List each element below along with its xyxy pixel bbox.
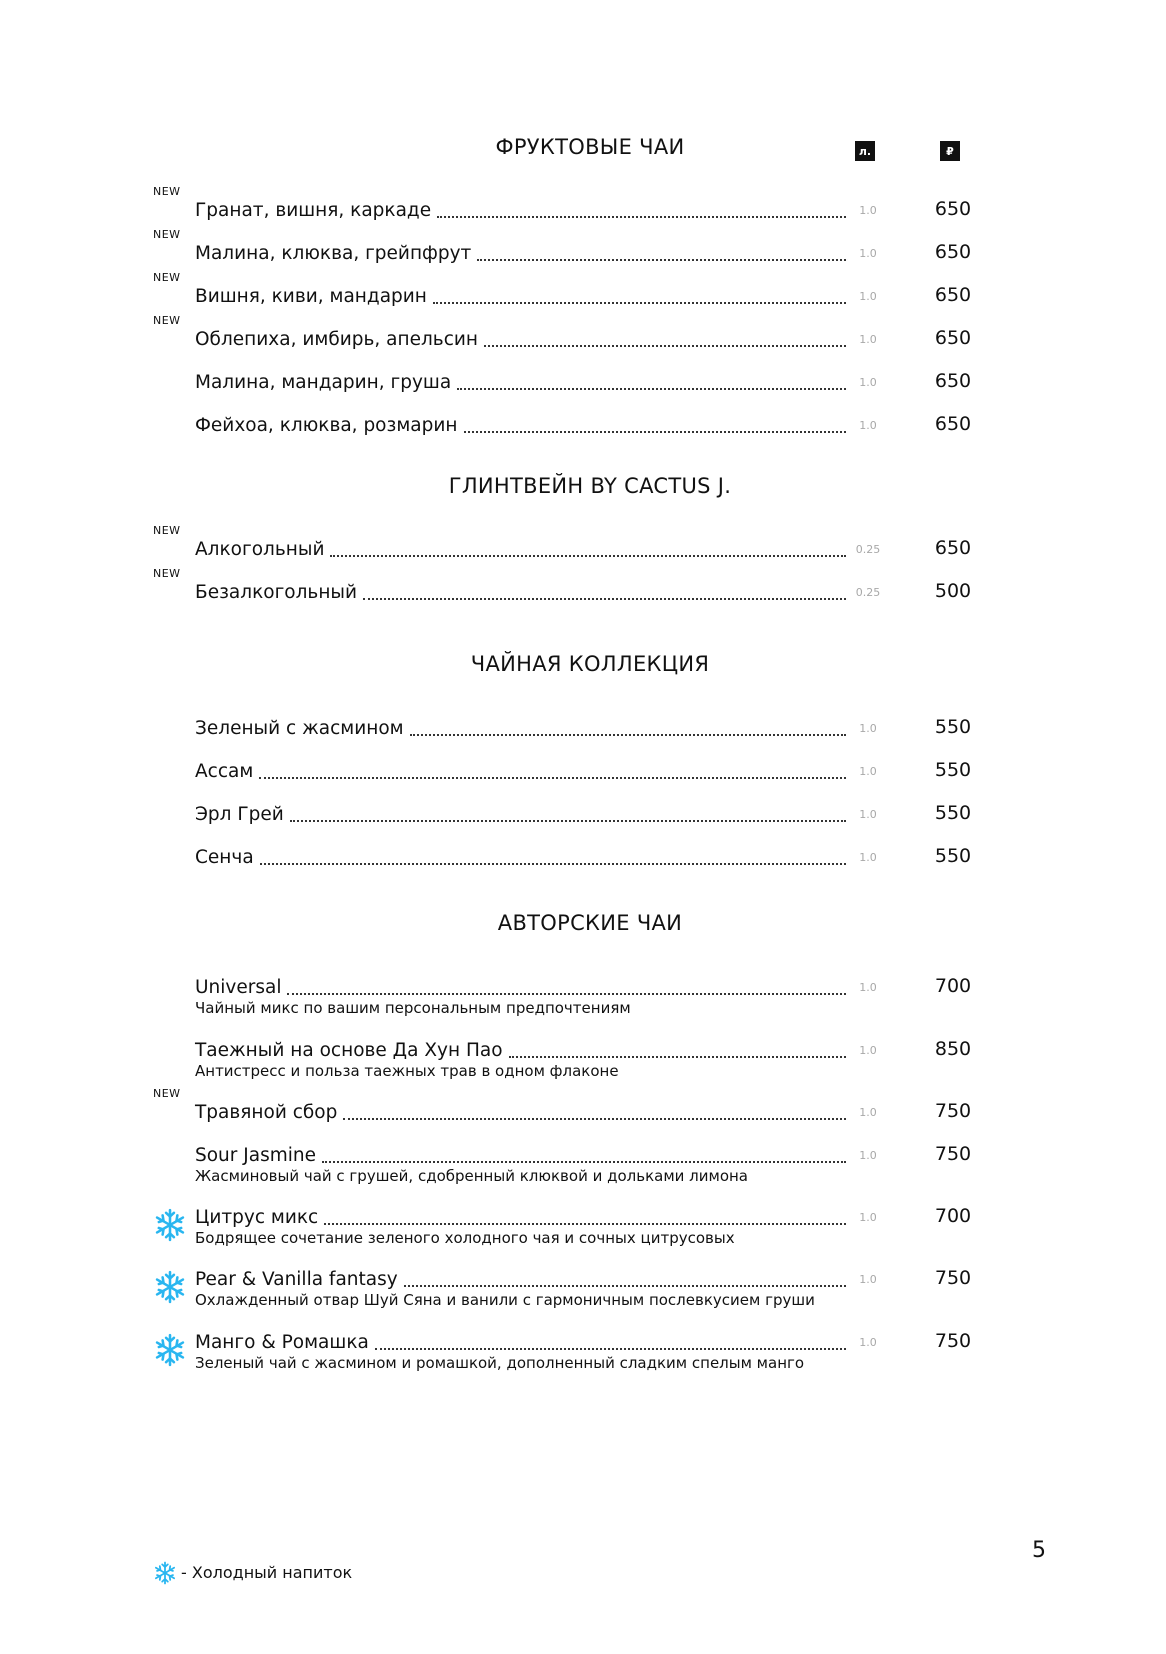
item-volume: 1.0 [859,1149,877,1162]
item-price: 650 [934,327,972,349]
item-volume: 1.0 [859,981,877,994]
page-number: 5 [1032,1538,1046,1563]
item-price: 750 [934,1143,972,1165]
item-name: Манго & Ромашка [195,1332,369,1353]
item-price: 650 [934,537,972,559]
item-volume: 1.0 [859,1273,877,1286]
item-price: 750 [934,1330,972,1352]
item-name: Малина, мандарин, груша [195,372,452,393]
item-volume: 0.25 [855,586,881,599]
item-name: Сенча [195,847,254,868]
item-price: 700 [934,1205,972,1227]
snowflake-icon [153,1333,187,1367]
item-price: 750 [934,1267,972,1289]
item-name: Фейхоа, клюква, розмарин [195,415,458,436]
item-volume: 1.0 [859,419,877,432]
menu-item [0,845,1166,905]
item-volume: 1.0 [859,247,877,260]
item-name: Облепиха, имбирь, апельсин [195,329,478,350]
item-price: 550 [934,802,972,824]
new-badge: NEW [153,524,181,537]
item-price: 650 [934,284,972,306]
menu-item [0,1143,1166,1203]
item-volume: 1.0 [859,851,877,864]
item-volume: 1.0 [859,1336,877,1349]
item-description: Бодрящее сочетание зеленого холодного чая и сочных цитрусовых [195,1229,735,1247]
item-volume: 1.0 [859,765,877,778]
item-price: 500 [934,580,972,602]
item-price: 550 [934,845,972,867]
legend-text: - Холодный напиток [181,1563,353,1582]
section-title-fruit-teas: ФРУКТОВЫЕ ЧАИ [495,135,685,159]
item-description: Антистресс и польза таежных трав в одном флаконе [195,1062,619,1080]
menu-item [0,413,1166,473]
item-volume: 1.0 [859,722,877,735]
new-badge: NEW [153,1087,181,1100]
item-name: Universal [195,977,282,998]
item-name: Таежный на основе Да Хун Пао [195,1040,503,1061]
item-volume: 1.0 [859,1211,877,1224]
item-volume: 1.0 [859,1044,877,1057]
item-price: 850 [934,1038,972,1060]
new-badge: NEW [153,314,181,327]
item-name: Зеленый с жасмином [195,718,404,739]
item-name: Гранат, вишня, каркаде [195,200,432,221]
item-description: Чайный микс по вашим персональным предпочтениям [195,999,631,1017]
price-column-header: ₽ [940,141,960,161]
item-volume: 1.0 [859,333,877,346]
menu-item [0,1205,1166,1265]
volume-column-header: л. [855,141,875,161]
item-price: 550 [934,716,972,738]
menu-item [0,567,1166,640]
menu-item [0,975,1166,1035]
item-price: 650 [934,198,972,220]
item-price: 650 [934,241,972,263]
item-name: Эрл Грей [195,804,284,825]
menu-item [0,1267,1166,1327]
item-description: Жасминовый чай с грушей, сдобренный клюквой и дольками лимона [195,1167,748,1185]
item-volume: 1.0 [859,290,877,303]
item-name: Ассам [195,761,254,782]
item-volume: 1.0 [859,1106,877,1119]
item-name: Малина, клюква, грейпфрут [195,243,472,264]
menu-item [0,1330,1166,1390]
section-title-signature-teas: АВТОРСКИЕ ЧАИ [497,911,683,935]
new-badge: NEW [153,271,181,284]
item-volume: 1.0 [859,376,877,389]
item-name: Алкогольный [195,539,325,560]
snowflake-icon [153,1270,187,1304]
item-description: Зеленый чай с жасмином и ромашкой, дополненный сладким спелым манго [195,1354,805,1372]
item-name: Травяной сбор [195,1102,338,1123]
item-volume: 1.0 [859,808,877,821]
section-title-mulled-wine: ГЛИНТВЕЙН BY CACTUS J. [448,474,732,498]
snowflake-icon [153,1561,177,1585]
item-name: Sour Jasmine [195,1145,316,1166]
item-price: 750 [934,1100,972,1122]
item-name: Цитрус микс [195,1207,319,1228]
item-name: Безалкогольный [195,582,358,603]
new-badge: NEW [153,567,181,580]
item-price: 650 [934,370,972,392]
item-name: Вишня, киви, мандарин [195,286,427,307]
item-volume: 0.25 [855,543,881,556]
item-description: Охлажденный отвар Шуй Сяна и ванили с гармоничным послевкусием груши [195,1291,815,1309]
item-price: 650 [934,413,972,435]
item-price: 550 [934,759,972,781]
new-badge: NEW [153,228,181,241]
item-name: Pear & Vanilla fantasy [195,1269,398,1290]
snowflake-icon [153,1208,187,1242]
section-title-tea-collection: ЧАЙНАЯ КОЛЛЕКЦИЯ [470,652,710,676]
new-badge: NEW [153,185,181,198]
item-price: 700 [934,975,972,997]
item-volume: 1.0 [859,204,877,217]
